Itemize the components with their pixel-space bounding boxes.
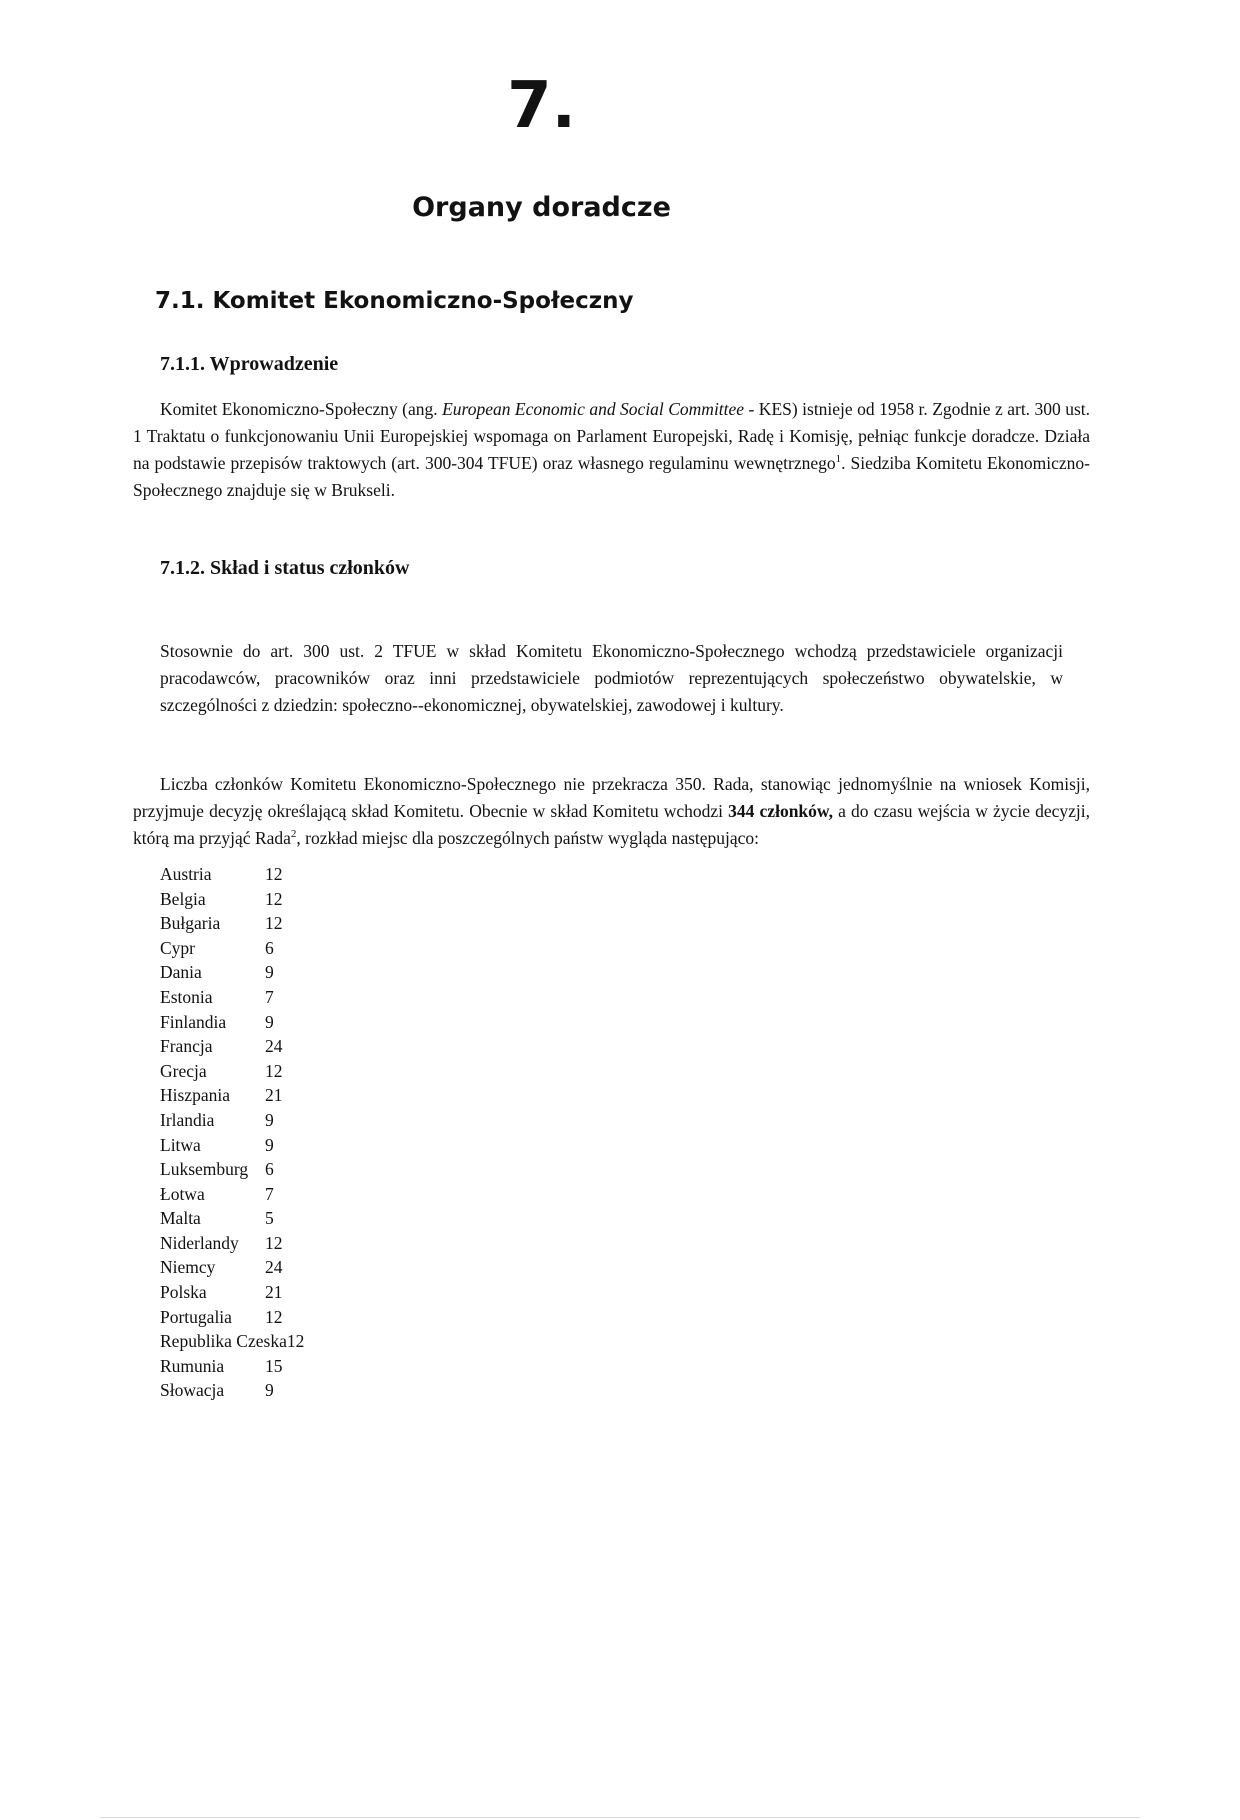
member-seats: 12 <box>265 1306 283 1327</box>
member-row <box>160 985 1090 1010</box>
member-row <box>160 1280 1090 1305</box>
member-country: Republika Czeska <box>160 1331 287 1352</box>
member-seats: 24 <box>265 1036 283 1057</box>
member-country: Rumunia <box>160 1355 225 1376</box>
member-seats: 5 <box>265 1208 274 1229</box>
member-country: Portugalia <box>160 1306 232 1327</box>
member-seats: 12 <box>265 863 283 884</box>
section-7-1-1-heading: 7.1.1. Wprowadzenie <box>160 352 339 375</box>
member-country: Belgia <box>160 888 206 909</box>
member-seats: 9 <box>265 1011 274 1032</box>
member-seats: 12 <box>286 1331 305 1352</box>
member-country: Słowacja <box>160 1380 225 1401</box>
chapter-head <box>133 66 1090 224</box>
member-row <box>160 1206 1090 1231</box>
member-row <box>160 1378 1090 1403</box>
member-country: Bułgaria <box>160 913 221 934</box>
member-row <box>160 887 1090 912</box>
member-row <box>160 1231 1090 1256</box>
member-country: Irlandia <box>160 1109 215 1130</box>
member-seats: 9 <box>265 1109 274 1130</box>
member-country: Finlandia <box>160 1011 227 1032</box>
page-bottom-edge <box>100 1817 1140 1818</box>
members-list <box>160 862 1090 1403</box>
members-text-bold: 344 członków, <box>728 800 833 821</box>
member-seats: 12 <box>265 1060 283 1081</box>
intro-text-italic: European Economic and Social Committee <box>442 398 745 419</box>
members-count-paragraph <box>133 771 1090 852</box>
member-seats: 21 <box>265 1085 283 1106</box>
section-7-1-2-heading: 7.1.2. Skład i status członków <box>160 556 410 579</box>
member-row <box>160 1034 1090 1059</box>
member-country: Luksemburg <box>160 1159 249 1180</box>
intro-text-lead: Komitet Ekonomiczno-Społeczny (ang. <box>160 398 443 419</box>
member-seats: 6 <box>265 937 274 958</box>
member-country: Austria <box>160 863 212 884</box>
footnote-ref-1: 1 <box>835 453 842 466</box>
footnote-ref-2: 2 <box>290 828 297 841</box>
member-country: Cypr <box>160 937 195 958</box>
member-row <box>160 911 1090 936</box>
member-row <box>160 1059 1090 1084</box>
member-row <box>160 1255 1090 1280</box>
document-page-background <box>0 66 1240 1820</box>
member-country: Łotwa <box>160 1183 205 1204</box>
member-row <box>160 1108 1090 1133</box>
member-seats: 9 <box>265 962 274 983</box>
members-text-tail: , rozkład miejsc dla poszczególnych państw wygląda następująco: <box>296 827 760 848</box>
member-country: Litwa <box>160 1134 201 1155</box>
member-seats: 12 <box>265 913 283 934</box>
member-seats: 12 <box>265 1232 283 1253</box>
intro-text-tail: . Siedziba Komitetu Ekonomiczno-Społecznego znajduje się w Brukseli. <box>133 452 1091 500</box>
member-row <box>160 1083 1090 1108</box>
member-seats: 9 <box>265 1380 274 1401</box>
member-row <box>160 1157 1090 1182</box>
document-page <box>0 66 1240 1820</box>
chapter-title: Organy doradcze <box>412 192 671 223</box>
member-country: Hiszpania <box>160 1085 230 1106</box>
intro-text-mid: - KES) istnieje od 1958 r. Zgodnie z art. 300 ust. 1 Traktatu o funkcjonowaniu Unii Europejskiej wspomaga on Parlament Europejski, Radę i Komisję, pełniąc funkcje doradcze. Działa na podstawie przepisów traktowych (art. 300-304 TFUE) oraz własnego regulaminu wewnętrznego <box>133 398 1091 473</box>
member-seats: 24 <box>265 1257 283 1278</box>
member-row <box>160 862 1090 887</box>
member-seats: 6 <box>265 1159 274 1180</box>
member-row <box>160 1133 1090 1158</box>
member-seats: 7 <box>265 1183 274 1204</box>
member-seats: 21 <box>265 1282 283 1303</box>
member-country: Francja <box>160 1036 213 1057</box>
members-text-lead: Liczba członków Komitetu Ekonomiczno-Społecznego nie przekracza 350. Rada, stanowiąc jednomyślnie na wniosek Komisji, przyjmuje decyzję określającą skład Komitetu. Obecnie w skład Komitetu wchodzi <box>133 773 1090 821</box>
member-country: Grecja <box>160 1060 207 1081</box>
member-row <box>160 960 1090 985</box>
composition-paragraph: Stosownie do art. 300 ust. 2 TFUE w skład Komitetu Ekonomiczno-Społecznego wchodzą przedstawiciele organizacji pracodawców, pracowników oraz inni przedstawiciele podmiotów reprezentujących społeczeństwo obywatelskie, w szczególności z dziedzin: społeczno--ekonomicznej, obywatelskiej, zawodowej i kultury. <box>160 640 1063 715</box>
member-country: Polska <box>160 1282 207 1303</box>
member-seats: 7 <box>265 986 274 1007</box>
member-seats: 15 <box>265 1355 283 1376</box>
member-country: Niemcy <box>160 1257 216 1278</box>
intro-paragraph <box>133 396 1090 504</box>
members-text-mid: a do czasu wejścia w życie decyzji, którą ma przyjąć Rada <box>133 800 1090 848</box>
member-row <box>160 1305 1090 1330</box>
member-seats: 9 <box>265 1134 274 1155</box>
member-row <box>160 936 1090 961</box>
chapter-number: 7. <box>507 69 576 143</box>
member-row <box>160 1354 1090 1379</box>
section-7-1-heading: 7.1. Komitet Ekonomiczno-Społeczny <box>155 288 634 315</box>
member-row <box>160 1182 1090 1207</box>
member-seats: 12 <box>265 888 283 909</box>
member-row <box>160 1010 1090 1035</box>
member-country: Malta <box>160 1208 201 1229</box>
member-row <box>160 1329 1090 1354</box>
member-country: Niderlandy <box>160 1232 239 1253</box>
member-country: Dania <box>160 962 202 983</box>
member-country: Estonia <box>160 986 213 1007</box>
